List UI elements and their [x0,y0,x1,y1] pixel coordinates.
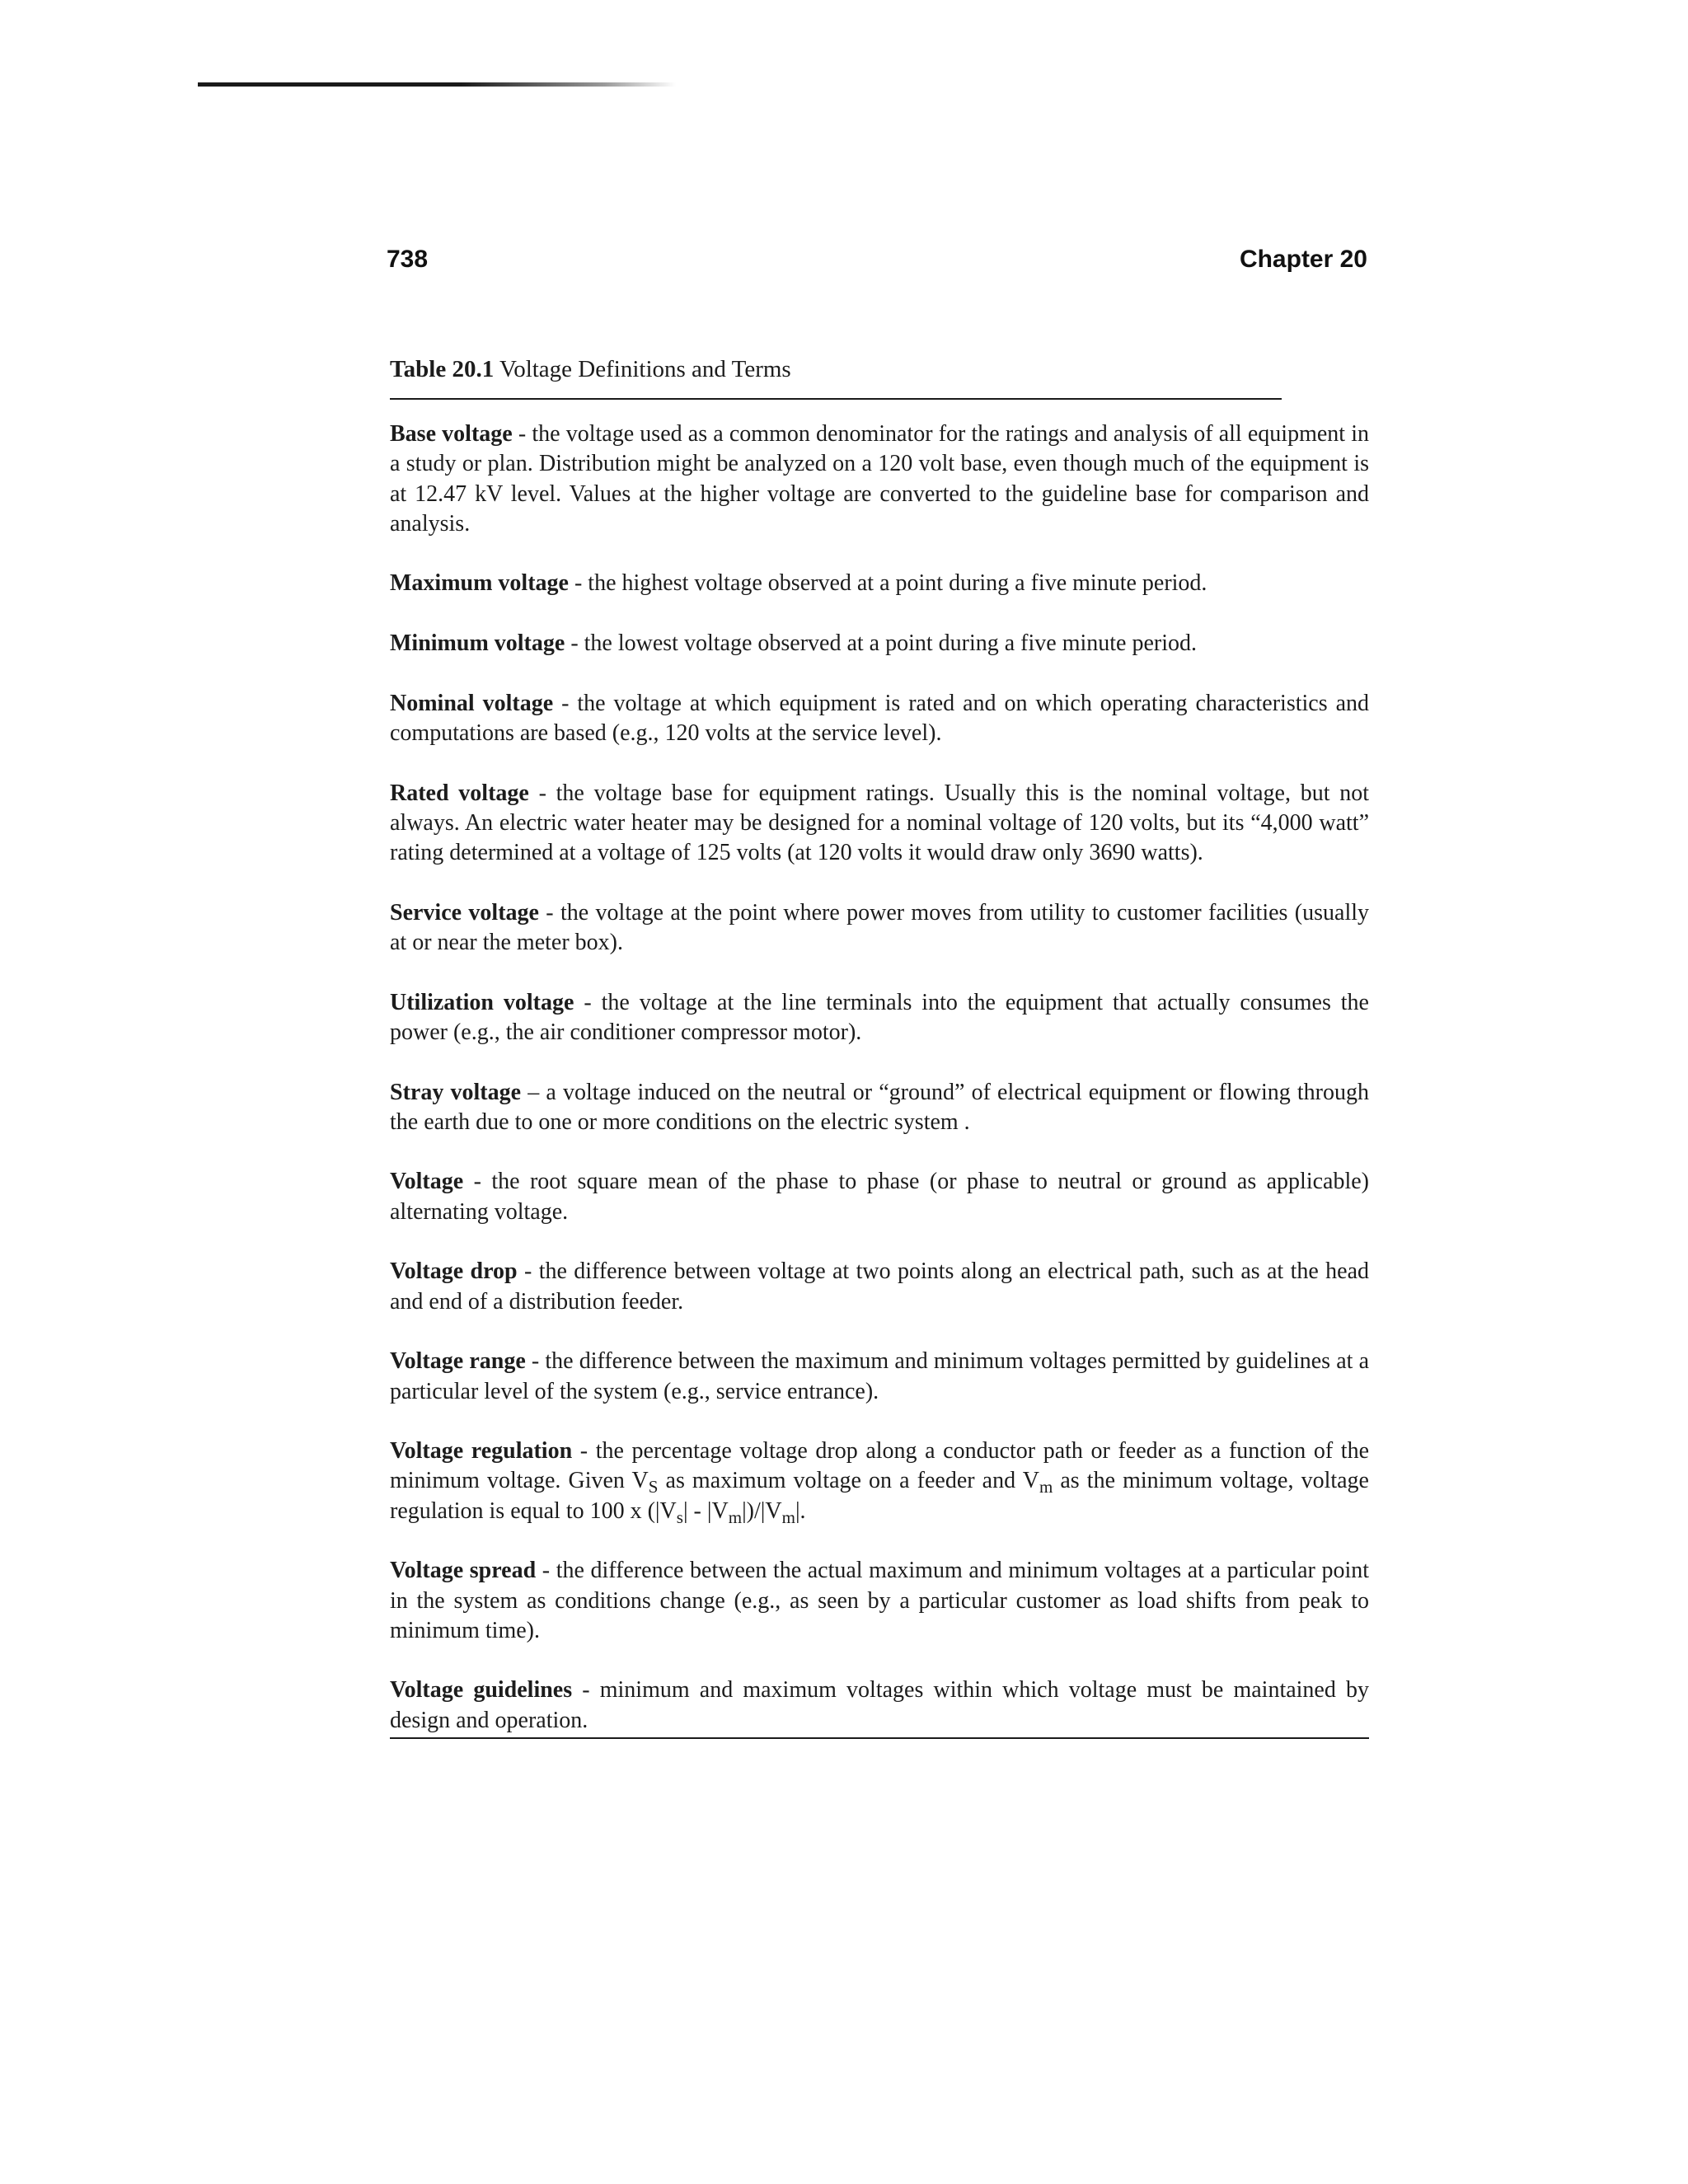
definition-entry [390,569,1369,598]
definition-text: the voltage at the point where power moves from utility to customer facilities (usually at or near the meter box). [390,899,1369,956]
definition-separator: - [565,630,584,657]
definition-text-continued: as the minimum voltage, voltage regulation is equal to [390,1468,1369,1524]
definition-separator: - [463,1169,492,1195]
definition-text: the voltage at the line terminals into the equipment that actually consumes the power (e.g., the air conditioner compressor motor). [390,989,1369,1045]
definition-separator: - [512,421,532,447]
definition-term: Service voltage [390,899,539,926]
definition-entry [390,1347,1369,1407]
page-header [387,246,1367,279]
definition-entry [390,1167,1369,1227]
regulation-formula: 100 x $(|V_s| - |V_m|)/|V_m|$. [589,1497,806,1527]
definition-entry [390,779,1369,869]
definition-entry [390,1078,1369,1138]
definition-entry [390,1436,1369,1526]
definition-separator: – [521,1079,546,1105]
definition-term: Voltage regulation [390,1438,573,1465]
definition-text: the difference between voltage at two points along an electrical path, such as at the head and end of a distribution feeder. [390,1258,1370,1315]
table-caption [390,354,1369,384]
definition-text: the highest voltage observed at a point during a five minute period. [588,570,1207,597]
definition-text: the lowest voltage observed at a point during a five minute period. [584,630,1197,657]
definition-entry [390,988,1369,1048]
definition-term: Utilization voltage [390,989,574,1015]
table-bottom-rule [390,1737,1369,1739]
definition-separator: - [538,899,560,926]
definition-entry [390,689,1369,749]
definition-separator: - [568,570,588,597]
definition-separator: - [572,1677,600,1704]
table-caption-label: Table 20.1 [390,356,495,382]
definition-term: Rated voltage [390,780,529,806]
definition-separator: - [574,989,602,1015]
symbol-vm: $V_m$ [1022,1468,1053,1497]
definition-separator: - [572,1438,596,1465]
definition-text: the voltage used as a common denominator for the ratings and analysis of all equipment in a study or plan. Distribution might be analyzed on a 120 volt base, even though much of the equipment is at 12.47 kV level. Values at the higher voltage are converted to the guideline base for comparison and analysis. [390,421,1370,537]
definition-entry [390,419,1369,539]
definitions-table [390,354,1369,1739]
definition-entry [390,898,1369,958]
chapter-title: Chapter 20 [1239,246,1367,273]
definition-entry [390,1675,1369,1736]
definition-separator: - [525,1348,546,1375]
definition-entry [390,629,1369,658]
definition-entry [390,1556,1369,1646]
definition-term: Minimum voltage [390,630,565,657]
definition-term: Voltage guidelines [390,1677,573,1704]
definition-term: Stray voltage [390,1079,522,1105]
definition-term: Voltage range [390,1348,526,1375]
definition-text: the difference between the actual maximum and minimum voltages at a particular point in the system as conditions change (e.g., as seen by a particular customer as load shifts from peak to minimum time). [390,1558,1370,1643]
definition-text: the difference between the maximum and minimum voltages permitted by guidelines at a particular level of the system (e.g., service entrance). [390,1348,1370,1404]
definition-term: Voltage drop [390,1258,518,1285]
definition-term: Base voltage [390,421,513,447]
definition-text: the percentage voltage drop along a conductor path or feeder as a function of the minimum voltage. Given [390,1438,1370,1494]
page-number: 738 [387,246,429,273]
definition-text-continued: as maximum voltage on a feeder and [658,1468,1023,1494]
definition-text: minimum and maximum voltages within which voltage must be maintained by design and operation. [390,1677,1369,1733]
definition-text: the voltage at which equipment is rated and on which operating characteristics and computations are based (e.g., 120 volts at the service level). [390,690,1369,746]
definition-term: Maximum voltage [390,570,569,597]
table-caption-text: Voltage Definitions and Terms [499,356,791,382]
definition-text: the voltage base for equipment ratings. Usually this is the nominal voltage, but not always. An electric water heater may be designed for a nominal voltage of 120 volts, but its “4,000 watt” rating determined at a voltage of 125 volts (at 120 volts it would draw only 3690 watts). [390,780,1369,866]
table-top-rule [390,398,1282,400]
definition-separator: - [553,690,578,716]
symbol-vs: $V_S$ [631,1468,659,1497]
definition-separator: - [528,780,556,806]
scan-artifact-rule [198,82,676,87]
definition-term: Nominal voltage [390,690,554,716]
definition-term: Voltage [390,1169,464,1195]
definition-separator: - [536,1558,556,1584]
definition-text: a voltage induced on the neutral or “ground” of electrical equipment or flowing through the earth due to one or more conditions on the electric system . [390,1079,1370,1135]
definition-text: the root square mean of the phase to phase (or phase to neutral or ground as applicable) alternating voltage. [390,1169,1369,1225]
definition-separator: - [517,1258,539,1285]
definition-term: Voltage spread [390,1558,537,1584]
definition-entry [390,1257,1369,1317]
